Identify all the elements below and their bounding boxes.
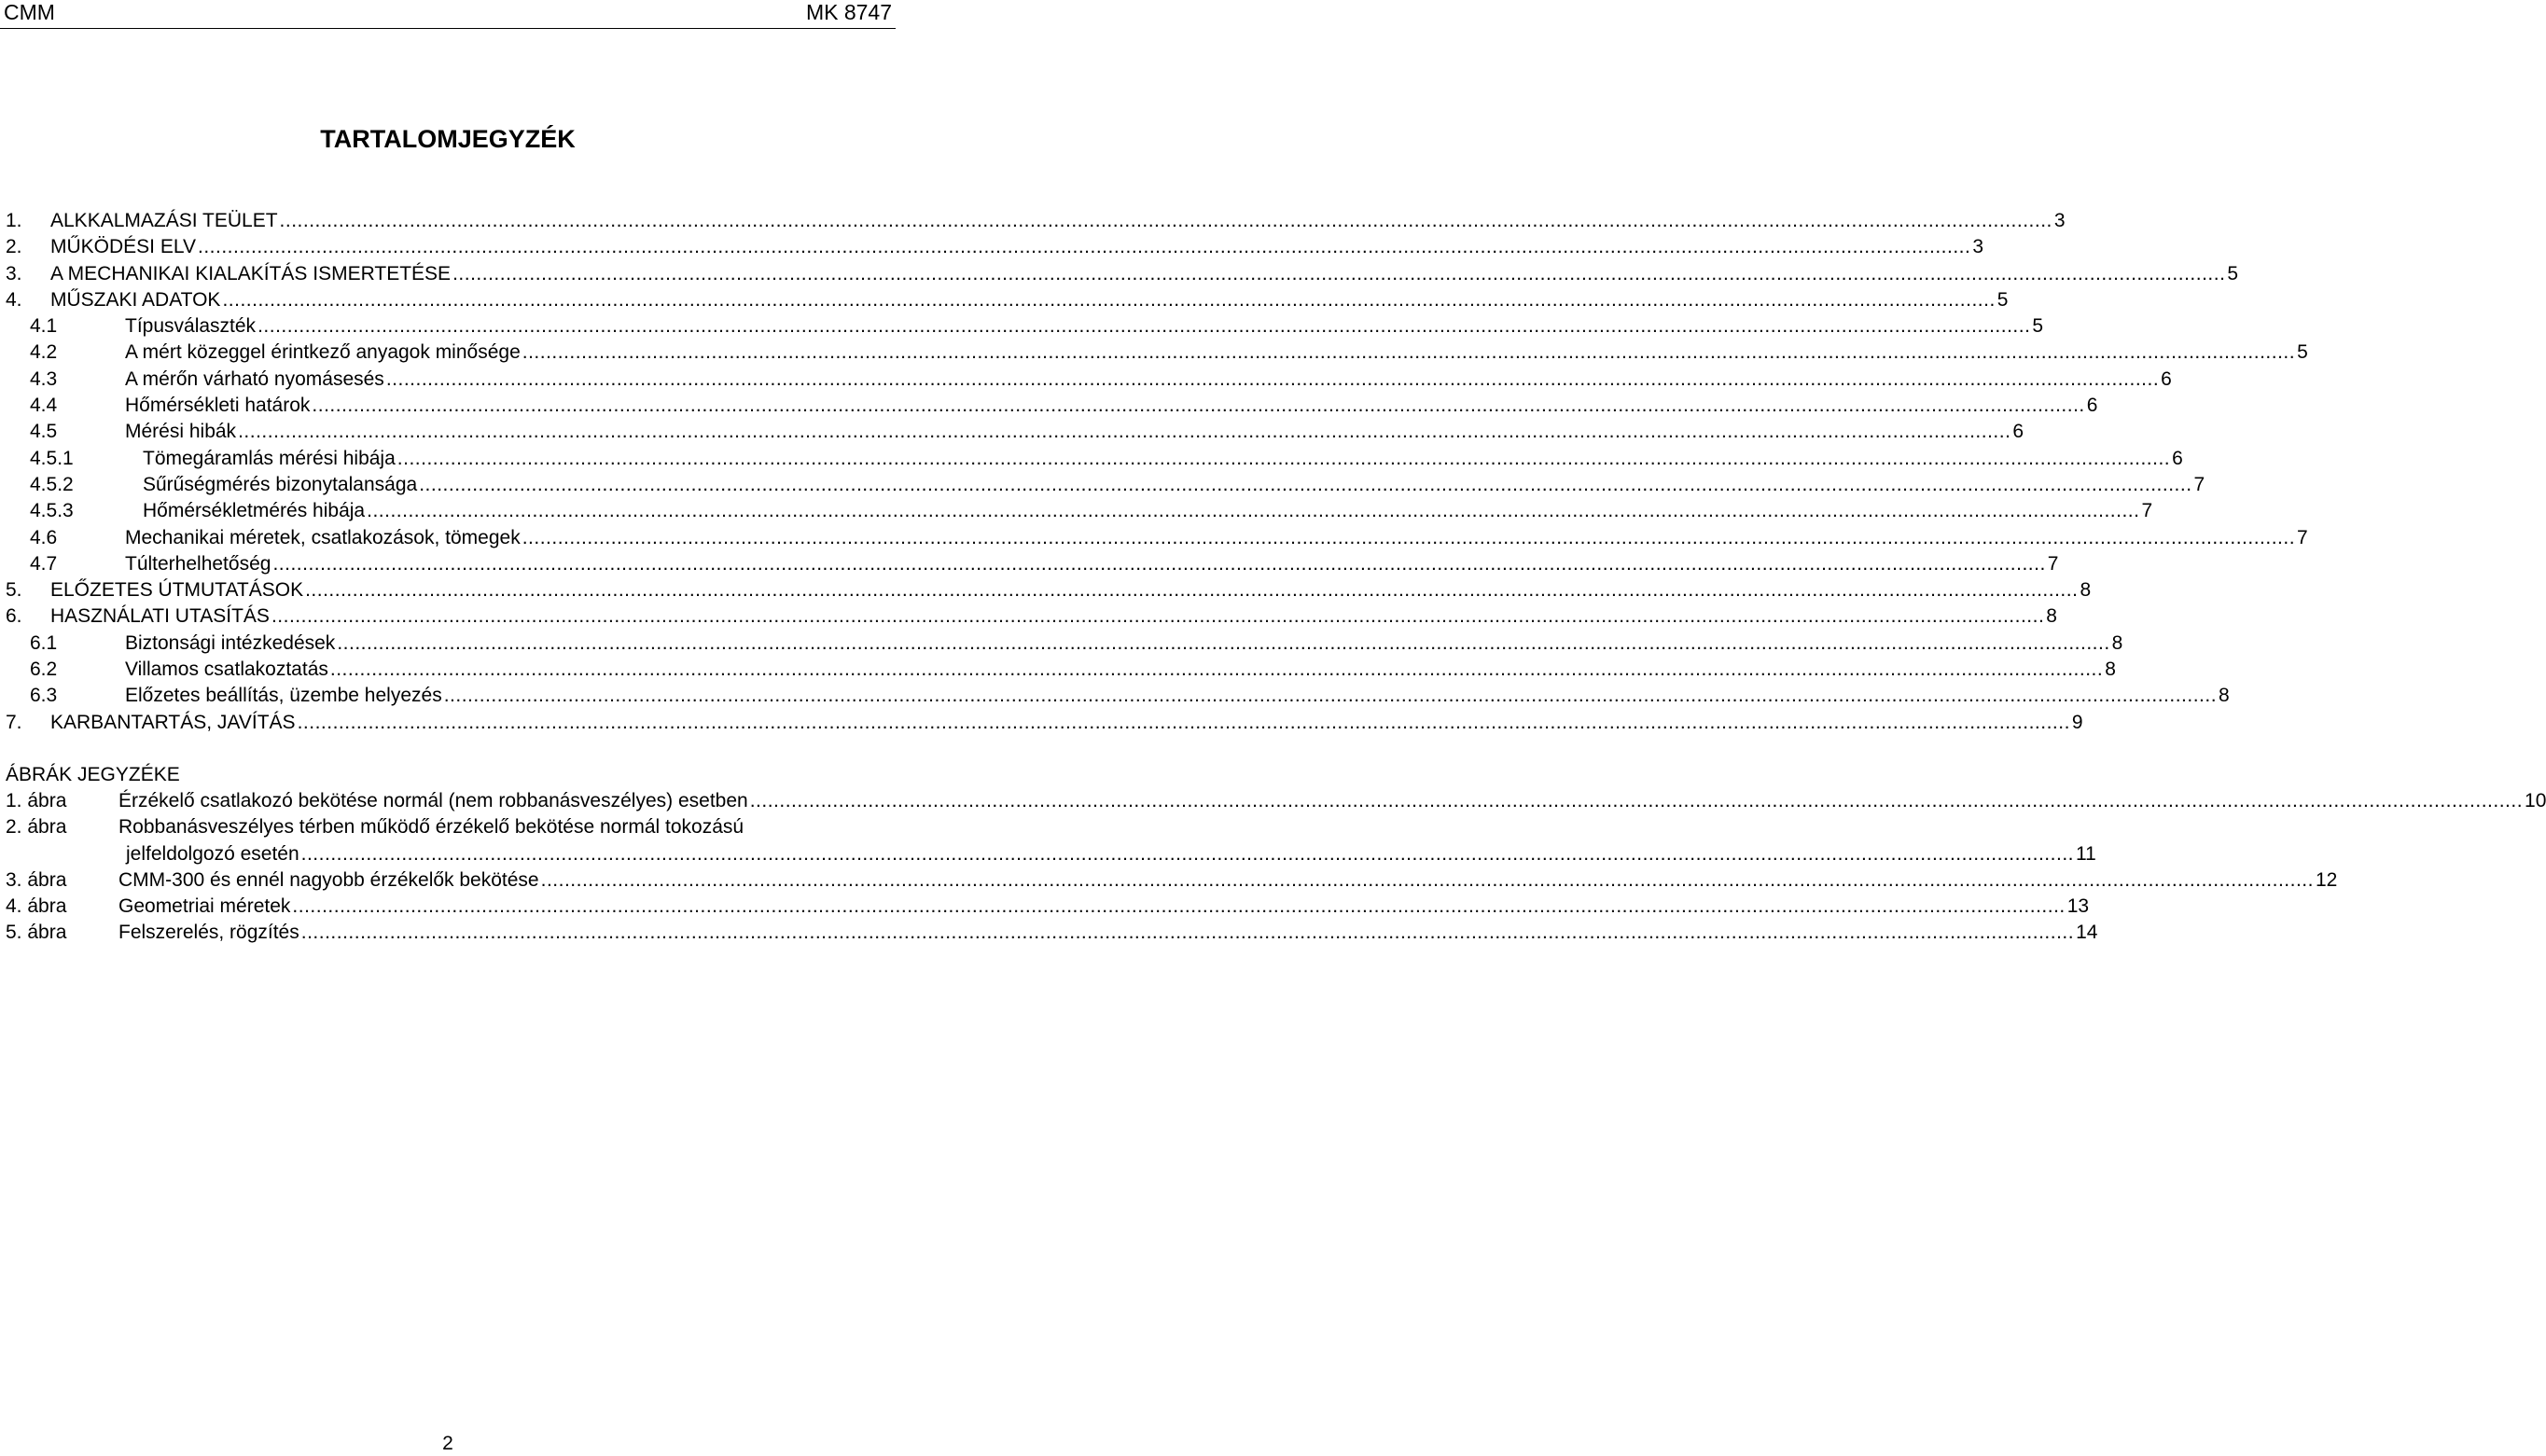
toc-entry[interactable]	[0, 657, 2116, 683]
toc-entry-body	[125, 631, 2123, 657]
header-product: CMM	[4, 0, 55, 24]
toc-entry-number: 6.2	[30, 659, 58, 681]
toc-entry-page: 5	[2297, 341, 2308, 364]
toc-entry-body	[125, 525, 2308, 551]
toc-entry[interactable]	[0, 551, 2059, 577]
toc-entry-title: Villamos csatlakoztatás	[125, 659, 328, 681]
toc-leader-dots: ............................................................................................................................................................................................................................................................................................................	[522, 526, 2296, 548]
table-of-contents	[0, 208, 2308, 736]
toc-entry-number: 1.	[6, 210, 22, 231]
toc-leader-dots: ............................................................................................................................................................................................................................................................................................................	[271, 605, 2045, 628]
toc-entry-page: 8	[2080, 579, 2092, 602]
toc-leader-dots: ............................................................................................................................................................................................................................................................................................................	[397, 447, 2171, 469]
toc-entry-number: 7.	[6, 711, 22, 733]
toc-entry-body	[50, 287, 2009, 313]
toc-entry[interactable]	[0, 419, 2024, 445]
toc-entry-page: 6	[2172, 447, 2183, 469]
toc-leader-dots: ............................................................................................................................................................................................................................................................................................................	[222, 288, 1996, 311]
toc-entry-body	[50, 577, 2092, 603]
toc-entry-page: 3	[1972, 236, 1984, 258]
toc-entry[interactable]	[0, 710, 2083, 736]
toc-entry[interactable]	[0, 498, 2153, 524]
toc-entry[interactable]	[0, 367, 2172, 393]
page-number: 2	[442, 1433, 453, 1454]
toc-entry-title: MŰSZAKI ADATOK	[50, 288, 221, 311]
toc-entry-title: Mérési hibák	[125, 421, 237, 443]
toc-entry-body	[125, 551, 2059, 577]
figure-page: 11	[2075, 842, 2096, 865]
toc-leader-dots: ............................................................................................................................................................................................................................................................................................................	[197, 236, 1971, 258]
figure-title: Érzékelő csatlakozó bekötése normál (nem robbanásveszélyes) esetben	[118, 790, 748, 811]
figure-title: Robbanásveszélyes térben működő érzékelő bekötése normál tokozású	[118, 816, 744, 839]
toc-entry-page: 9	[2071, 711, 2083, 733]
toc-entry-body	[50, 234, 1984, 260]
toc-entry-page: 7	[2141, 500, 2153, 522]
figure-entry-body	[126, 841, 2096, 867]
figure-number: 5. ábra	[6, 922, 67, 944]
toc-entry-number: 4.5.3	[30, 500, 74, 522]
toc-entry[interactable]	[0, 234, 1984, 260]
toc-entry-body	[125, 657, 2116, 683]
toc-entry-title: A mérőn várható nyomásesés	[125, 367, 384, 390]
page-header	[0, 0, 896, 29]
toc-entry-number: 4.1	[30, 315, 58, 338]
toc-entry-title: ELŐZETES ÚTMUTATÁSOK	[50, 579, 304, 602]
toc-entry-page: 8	[2219, 685, 2230, 707]
toc-entry[interactable]	[0, 208, 2066, 234]
figure-leader-dots: ............................................................................................................................................................................................................................................................................................................	[292, 895, 2066, 918]
toc-entry-title: KARBANTARTÁS, JAVÍTÁS	[50, 711, 296, 733]
toc-entry-body	[50, 603, 2057, 630]
toc-leader-dots: ............................................................................................................................................................................................................................................................................................................	[452, 262, 2226, 284]
toc-leader-dots: ............................................................................................................................................................................................................................................................................................................	[305, 579, 2079, 602]
toc-entry-body	[50, 710, 2083, 736]
toc-leader-dots: ............................................................................................................................................................................................................................................................................................................	[312, 395, 2085, 417]
toc-entry-number: 4.5.2	[30, 473, 74, 495]
figure-leader-dots: ............................................................................................................................................................................................................................................................................................................	[749, 790, 2524, 811]
toc-entry[interactable]	[0, 472, 2205, 498]
toc-entry-body	[143, 446, 2183, 472]
toc-entry-page: 6	[2161, 367, 2172, 390]
toc-leader-dots: ............................................................................................................................................................................................................................................................................................................	[385, 367, 2160, 390]
toc-leader-dots: ............................................................................................................................................................................................................................................................................................................	[238, 421, 2011, 443]
toc-entry-number: 4.2	[30, 341, 58, 364]
toc-leader-dots: ............................................................................................................................................................................................................................................................................................................	[272, 552, 2046, 575]
figure-number: 2. ábra	[6, 816, 67, 839]
toc-entry-page: 6	[2086, 395, 2098, 417]
toc-entry-number: 6.3	[30, 685, 58, 707]
toc-entry-number: 4.5	[30, 421, 58, 443]
figure-entry[interactable]	[0, 788, 2546, 814]
toc-entry-page: 8	[2105, 659, 2116, 681]
toc-entry-body	[125, 683, 2230, 709]
toc-entry-page: 5	[2227, 262, 2239, 284]
figure-page: 13	[2066, 895, 2090, 918]
toc-entry-page: 3	[2053, 210, 2066, 231]
toc-leader-dots: ............................................................................................................................................................................................................................................................................................................	[522, 341, 2296, 364]
toc-leader-dots: ............................................................................................................................................................................................................................................................................................................	[329, 659, 2104, 681]
toc-entry-number: 4.3	[30, 367, 58, 390]
toc-entry-number: 5.	[6, 579, 22, 602]
toc-entry[interactable]	[0, 525, 2308, 551]
page-title: TARTALOMJEGYZÉK	[320, 125, 576, 153]
toc-entry-body	[125, 419, 2024, 445]
figure-title-continued: jelfeldolgozó esetén	[126, 842, 299, 865]
toc-entry[interactable]	[0, 313, 2044, 340]
figure-title: CMM-300 és ennél nagyobb érzékelők bekötése	[118, 868, 539, 891]
toc-entry[interactable]	[0, 287, 2009, 313]
toc-leader-dots: ............................................................................................................................................................................................................................................................................................................	[297, 711, 2070, 733]
toc-leader-dots: ............................................................................................................................................................................................................................................................................................................	[367, 500, 2140, 522]
figure-entry-body	[118, 894, 2090, 920]
toc-entry-page: 5	[2032, 315, 2044, 338]
figure-entry[interactable]	[0, 920, 2098, 946]
toc-entry-page: 6	[2012, 421, 2024, 443]
figure-entry[interactable]	[0, 894, 2090, 920]
header-doc-code: MK 8747	[805, 0, 892, 24]
toc-entry-title: HASZNÁLATI UTASÍTÁS	[50, 605, 270, 628]
toc-entry-title: Biztonsági intézkedések	[125, 631, 336, 654]
figure-entry[interactable]	[0, 814, 896, 840]
toc-entry-number: 4.4	[30, 395, 58, 417]
toc-entry-page: 7	[2193, 473, 2205, 495]
figure-number: 4. ábra	[6, 895, 67, 918]
toc-entry-body	[125, 393, 2098, 419]
toc-entry-number: 4.7	[30, 552, 58, 575]
toc-entry-number: 6.1	[30, 631, 58, 654]
toc-entry-title: Hőmérsékleti határok	[125, 395, 311, 417]
toc-entry-title: MŰKÖDÉSI ELV	[50, 236, 196, 258]
figure-entry-body	[118, 867, 2338, 894]
toc-leader-dots: ............................................................................................................................................................................................................................................................................................................	[419, 473, 2192, 495]
toc-entry-page: 7	[2047, 552, 2059, 575]
toc-entry-number: 4.6	[30, 526, 58, 548]
figure-page: 10	[2525, 790, 2546, 811]
toc-leader-dots: ............................................................................................................................................................................................................................................................................................................	[443, 685, 2218, 707]
toc-entry-page: 5	[1996, 288, 2009, 311]
toc-entry-title: Hőmérsékletmérés hibája	[143, 500, 366, 522]
toc-leader-dots: ............................................................................................................................................................................................................................................................................................................	[337, 631, 2110, 654]
list-of-figures	[0, 788, 2546, 947]
toc-entry-body	[125, 340, 2308, 366]
figure-leader-dots: ............................................................................................................................................................................................................................................................................................................	[300, 922, 2075, 944]
figure-entry[interactable]	[0, 867, 2338, 894]
toc-entry-body	[143, 498, 2153, 524]
toc-entry-title: A mért közeggel érintkező anyagok minősége	[125, 341, 521, 364]
toc-entry-page: 7	[2297, 526, 2308, 548]
toc-entry-body	[125, 367, 2172, 393]
toc-entry[interactable]	[0, 340, 2308, 366]
toc-entry-title: ALKKALMAZÁSI TEÜLET	[50, 210, 278, 231]
figure-page: 12	[2315, 868, 2338, 891]
toc-entry-title: Előzetes beállítás, üzembe helyezés	[125, 685, 442, 707]
toc-entry-title: Tömegáramlás mérési hibája	[143, 447, 396, 469]
toc-entry[interactable]	[0, 261, 2239, 287]
figure-number: 3. ábra	[6, 868, 67, 891]
toc-entry-number: 3.	[6, 262, 22, 284]
toc-entry[interactable]	[0, 577, 2092, 603]
toc-leader-dots: ............................................................................................................................................................................................................................................................................................................	[279, 210, 2052, 231]
toc-entry-number: 4.	[6, 288, 22, 311]
toc-entry[interactable]	[0, 603, 2057, 630]
figure-leader-dots: ............................................................................................................................................................................................................................................................................................................	[300, 842, 2074, 865]
toc-entry-title: Túlterhelhetőség	[125, 552, 271, 575]
figure-number: 1. ábra	[6, 790, 67, 811]
toc-entry-number: 6.	[6, 605, 22, 628]
toc-entry-title: A MECHANIKAI KIALAKÍTÁS ISMERTETÉSE	[50, 262, 452, 284]
toc-entry-number: 2.	[6, 236, 22, 258]
toc-entry-page: 8	[2111, 631, 2123, 654]
figure-entry-body	[118, 788, 2546, 814]
toc-entry-body	[143, 472, 2205, 498]
toc-leader-dots: ............................................................................................................................................................................................................................................................................................................	[257, 315, 2031, 338]
toc-entry-title: Mechanikai méretek, csatlakozások, tömegek	[125, 526, 521, 548]
figure-title: Felszerelés, rögzítés	[118, 922, 299, 944]
figure-page: 14	[2076, 922, 2098, 944]
toc-entry[interactable]	[0, 631, 2123, 657]
toc-entry[interactable]	[0, 446, 2183, 472]
toc-entry-title: Típusválaszték	[125, 315, 257, 338]
figure-entry-continued[interactable]	[0, 841, 2096, 867]
figure-leader-dots: ............................................................................................................................................................................................................................................................................................................	[540, 868, 2314, 891]
toc-entry-number: 4.5.1	[30, 447, 74, 469]
toc-entry-body	[125, 313, 2044, 340]
figures-heading: ÁBRÁK JEGYZÉKE	[6, 764, 180, 785]
toc-entry-body	[50, 208, 2066, 234]
toc-entry[interactable]	[0, 393, 2098, 419]
toc-entry[interactable]	[0, 683, 2230, 709]
toc-entry-body	[50, 261, 2239, 287]
toc-entry-title: Sűrűségmérés bizonytalansága	[143, 473, 418, 495]
figure-title: Geometriai méretek	[118, 895, 291, 918]
figure-entry-body	[118, 920, 2098, 946]
toc-entry-page: 8	[2046, 605, 2057, 628]
